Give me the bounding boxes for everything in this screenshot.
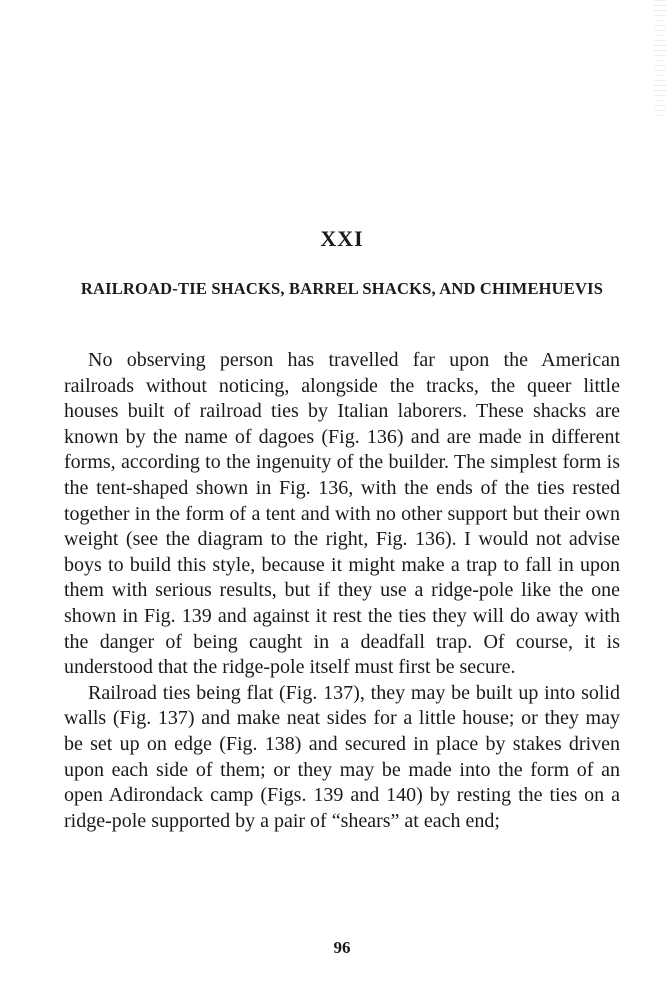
paragraph: Railroad ties being flat (Fig. 137), they may be built up into solid walls (Fig. 137) and make neat sides for a little house; or they may be set up on edge (Fig. 138) and secured in place by stakes driven upon each side of them; or they may be made into the form of an open Adirondack camp (Figs. 139 and 140) by resting the ties on a ridge-pole supported by a pair of “shears” at each end; [64,681,620,832]
body-text [64,348,620,834]
page-number: 96 [333,938,351,957]
chapter-title: RAILROAD-TIE SHACKS, BARREL SHACKS, AND CHIMEHUEVIS [80,279,604,298]
page-edge-speckle [654,0,666,120]
paragraph: No observing person has travelled far upon the American railroads without noticing, alongside the tracks, the queer little houses built of railroad ties by Italian laborers. These shacks are known by the name of dagoes (Fig. 136) and are made in different forms, according to the ingenuity of the builder. The simplest form is the tent-shaped shown in Fig. 136, with the ends of the ties rested together in the form of a tent and with no other support but their own weight (see the diagram to the right, Fig. 136). I would not advise boys to build this style, because it might make a trap to fall in upon them with serious results, but if they use a ridge-pole like the one shown in Fig. 139 and against it rest the ties they will do away with the danger of being caught in a deadfall trap. Of course, it is understood that the ridge-pole itself must first be secure. [64,349,620,679]
chapter-number: XXI [320,226,364,251]
